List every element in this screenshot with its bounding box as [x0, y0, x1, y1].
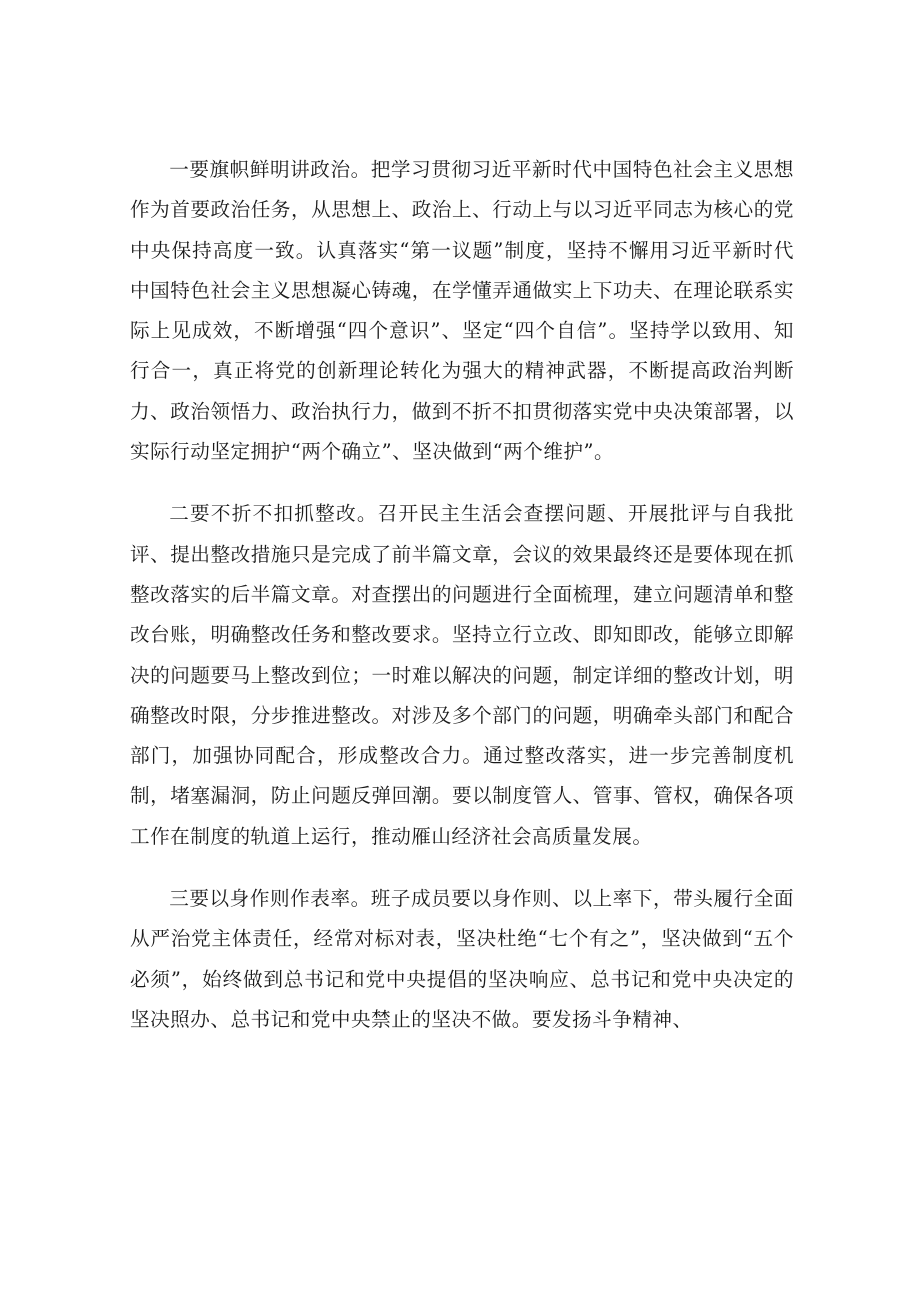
- paragraph-political-stance: 一要旗帜鲜明讲政治。把学习贯彻习近平新时代中国特色社会主义思想作为首要政治任务，从思想上、政治上、行动上与以习近平同志为核心的党中央保持高度一致。认真落实“第一议题”制度，坚持不懈用习近平新时代中国特色社会主义思想凝心铸魂，在学懂弄通做实上下功夫、在理论联系实际上见成效，不断增强“四个意识”、坚定“四个自信”。坚持学以致用、知行合一，真正将党的创新理论转化为强大的精神武器，不断提高政治判断力、政治领悟力、政治执行力，做到不折不扣贯彻落实党中央决策部署，以实际行动坚定拥护“两个确立”、坚决做到“两个维护”。: [130, 158, 794, 464]
- paragraph-rectification: 二要不折不扣抓整改。召开民主生活会查摆问题、开展批评与自我批评、提出整改措施只是完成了前半篇文章，会议的效果最终还是要体现在抓整改落实的后半篇文章。对查摆出的问题进行全面梳理，建立问题清单和整改台账，明确整改任务和整改要求。坚持立行立改、即知即改，能够立即解决的问题要马上整改到位；一时难以解决的问题，制定详细的整改计划，明确整改时限，分步推进整改。对涉及多个部门的问题，明确牵头部门和配合部门，加强协同配合，形成整改合力。通过整改落实，进一步完善制度机制，堵塞漏洞，防止问题反弹回潮。要以制度管人、管事、管权，确保各项工作在制度的轨道上运行，推动雁山经济社会高质量发展。: [130, 502, 794, 848]
- document-body: [130, 150, 794, 1040]
- paragraph-lead-by-example: 三要以身作则作表率。班子成员要以身作则、以上率下，带头履行全面从严治党主体责任，经常对标对表，坚决杜绝“七个有之”，坚决做到“五个必须”，始终做到总书记和党中央提倡的坚决响应、总书记和党中央决定的坚决照办、总书记和党中央禁止的坚决不做。要发扬斗争精神、: [130, 887, 794, 1031]
